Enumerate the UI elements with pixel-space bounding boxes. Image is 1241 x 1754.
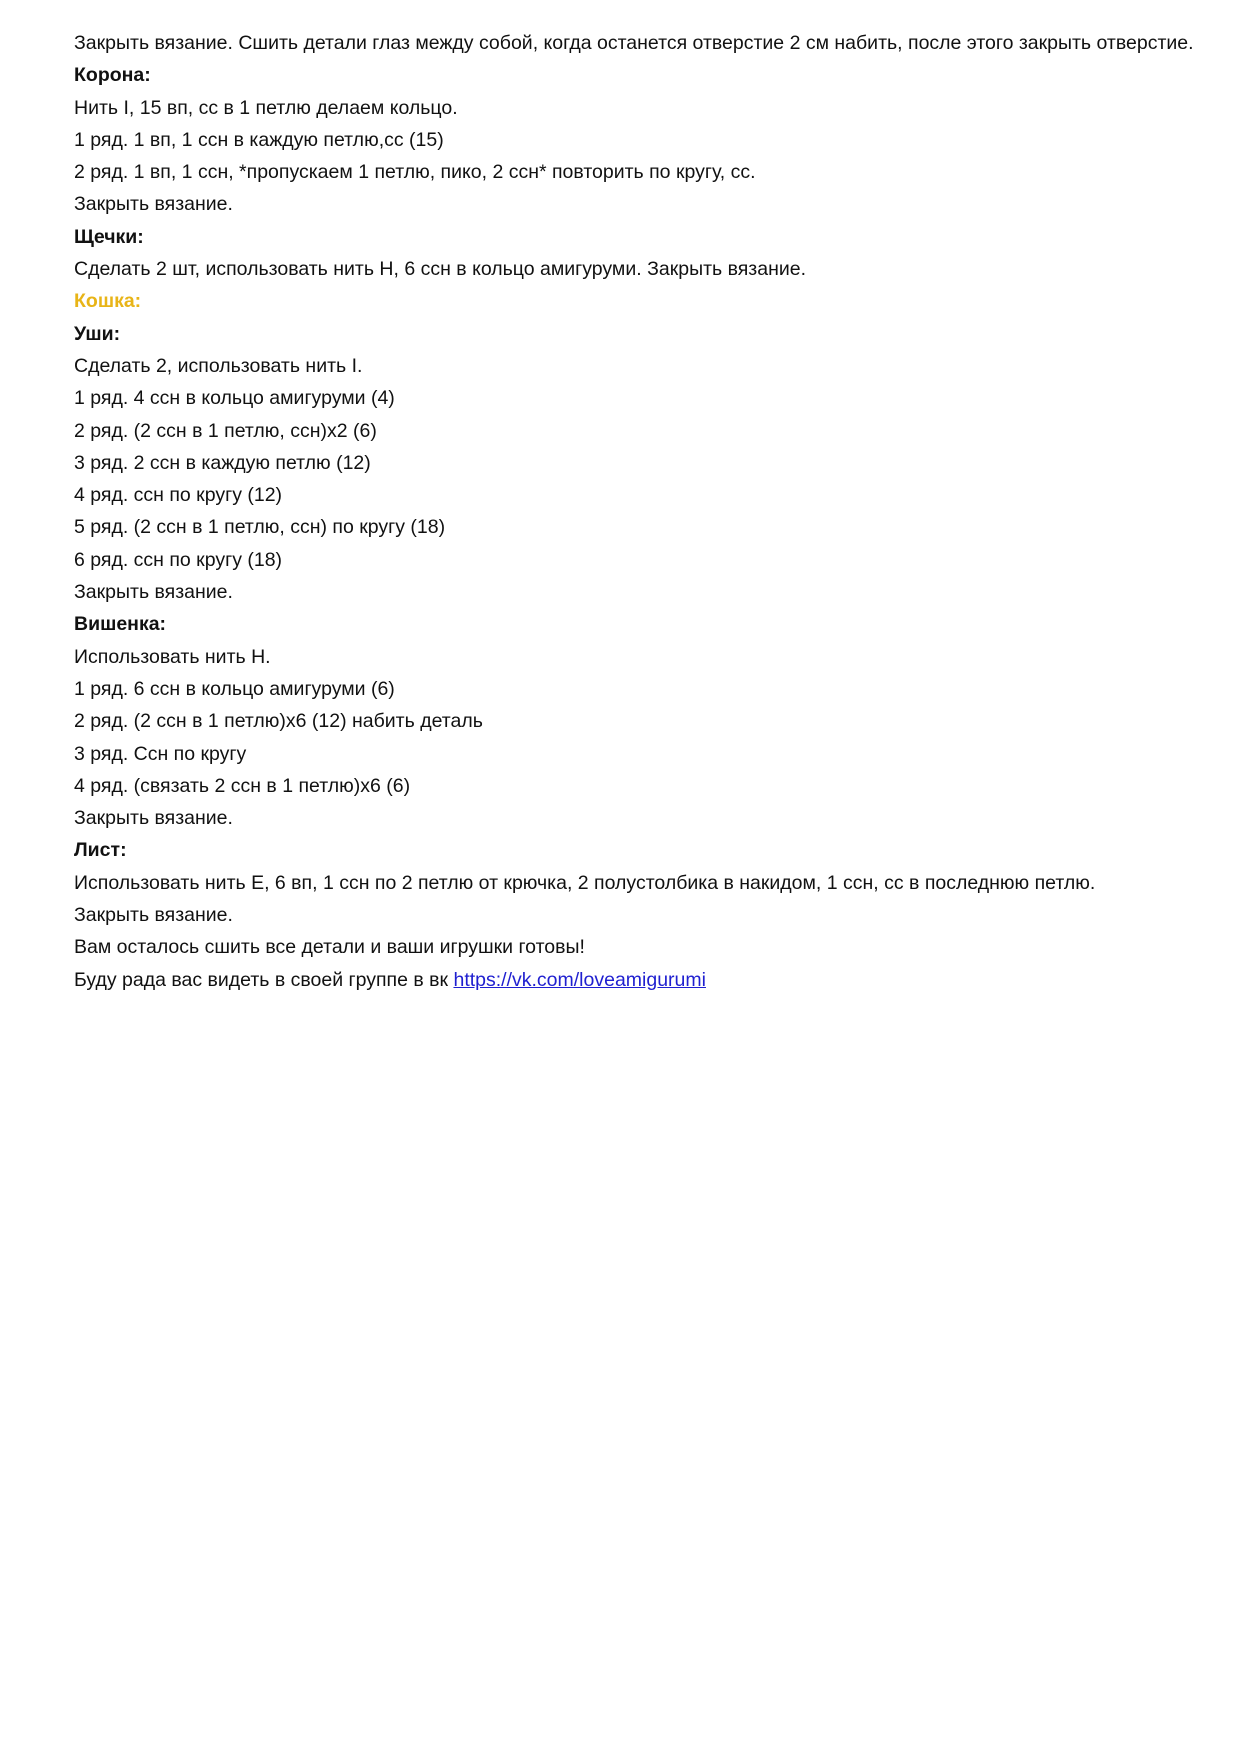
cherry-line: 4 ряд. (связать 2 ссн в 1 петлю)х6 (6) xyxy=(74,774,411,797)
cherry-line: 3 ряд. Ссн по кругу xyxy=(74,742,247,765)
crown-line: Закрыть вязание. xyxy=(74,193,233,216)
ears-line: 2 ряд. (2 ссн в 1 петлю, ссн)х2 (6) xyxy=(74,419,377,442)
crown-heading: Корона: xyxy=(74,64,151,87)
ears-line: 3 ряд. 2 ссн в каждую петлю (12) xyxy=(74,451,371,474)
cat-heading: Кошка: xyxy=(74,290,142,313)
ears-heading: Уши: xyxy=(74,322,121,345)
ears-line: 6 ряд. ссн по кругу (18) xyxy=(74,548,283,571)
cherry-heading: Вишенка: xyxy=(74,613,167,636)
cherry-line: 1 ряд. 6 ссн в кольцо амигуруми (6) xyxy=(74,677,395,700)
cheeks-heading: Щечки: xyxy=(74,225,144,248)
leaf-heading: Лист: xyxy=(74,839,127,862)
ears-line: 1 ряд. 4 ссн в кольцо амигуруми (4) xyxy=(74,387,395,410)
leaf-line: Закрыть вязание. xyxy=(74,904,233,927)
footer-prefix: Буду рада вас видеть в своей группе в вк xyxy=(74,968,454,991)
leaf-line: Использовать нить E, 6 вп, 1 ссн по 2 петлю от крючка, 2 полустолбика в накидом, 1 ссн, сс в последнюю петлю. xyxy=(74,871,1096,894)
cherry-line: Использовать нить Н. xyxy=(74,645,271,668)
crown-line: Нить I, 15 вп, сс в 1 петлю делаем кольцо. xyxy=(74,96,458,119)
ears-line: Сделать 2, использовать нить I. xyxy=(74,354,363,377)
crown-line: 2 ряд. 1 вп, 1 ссн, *пропускаем 1 петлю, пико, 2 ссн* повторить по кругу, сс. xyxy=(74,161,756,184)
footer-line xyxy=(74,964,1194,996)
ears-line: 5 ряд. (2 ссн в 1 петлю, ссн) по кругу (18) xyxy=(74,516,446,539)
cherry-line: 2 ряд. (2 ссн в 1 петлю)х6 (12) набить деталь xyxy=(74,710,483,733)
ears-line: Закрыть вязание. xyxy=(74,581,233,604)
ears-line: 4 ряд. ссн по кругу (12) xyxy=(74,484,283,507)
cherry-line: Закрыть вязание. xyxy=(74,807,233,830)
cheeks-line: Сделать 2 шт, использовать нить H, 6 ссн в кольцо амигуруми. Закрыть вязание. xyxy=(74,258,807,281)
closing-line: Вам осталось сшить все детали и ваши игрушки готовы! xyxy=(74,936,585,959)
intro-paragraph: Закрыть вязание. Сшить детали глаз между собой, когда останется отверстие 2 см набить, после этого закрыть отверстие. xyxy=(74,32,1194,54)
vk-group-link[interactable]: https://vk.com/loveamigurumi xyxy=(453,968,706,991)
crown-line: 1 ряд. 1 вп, 1 ссн в каждую петлю,сс (15) xyxy=(74,128,444,151)
document-page xyxy=(74,27,1194,996)
